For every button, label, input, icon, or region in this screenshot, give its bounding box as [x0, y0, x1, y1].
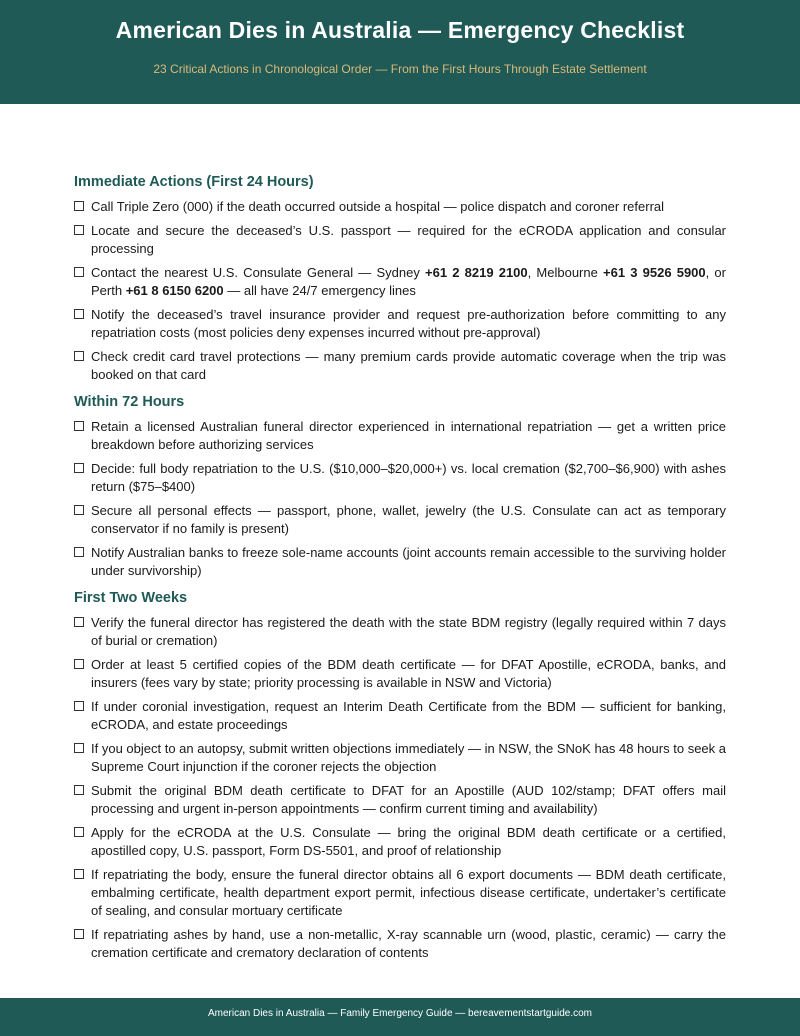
- item-text: Order at least 5 certified copies of the BDM death certificate — for DFAT Apostille, eCRODA, banks, and insurers (fees vary by state; priority processing is available in NSW and Victoria): [91, 657, 726, 690]
- checklist-item: [74, 460, 726, 496]
- checkbox-icon[interactable]: [74, 869, 84, 879]
- checklist-item: [74, 926, 726, 962]
- item-text: Verify the funeral director has registered the death with the state BDM registry (legally required within 7 days of burial or cremation): [91, 615, 726, 648]
- checkbox-icon[interactable]: [74, 785, 84, 795]
- checklist-item: [74, 544, 726, 580]
- checklist-section: [74, 393, 726, 580]
- checklist-item: [74, 198, 726, 216]
- checklist-content: [74, 173, 726, 971]
- phone-number: +61 8 6150 6200: [125, 283, 224, 298]
- checklist: [74, 418, 726, 580]
- checkbox-icon[interactable]: [74, 701, 84, 711]
- checklist-item: [74, 306, 726, 342]
- item-text: Submit the original BDM death certificate to DFAT for an Apostille (AUD 102/stamp; DFAT offers mail processing and urgent in-person appointments — confirm current timing and availability): [91, 783, 726, 816]
- checkbox-icon[interactable]: [74, 505, 84, 515]
- phone-number: +61 3 9526 5900: [603, 265, 706, 280]
- checklist-item: [74, 866, 726, 920]
- item-text: Notify the deceased’s travel insurance provider and request pre-authorization before committing to any repatriation costs (most policies deny expenses incurred without pre-approval): [91, 307, 726, 340]
- checklist-item: [74, 502, 726, 538]
- checklist: [74, 198, 726, 384]
- checklist-section: [74, 173, 726, 384]
- page-subtitle: 23 Critical Actions in Chronological Order — From the First Hours Through Estate Settlement: [153, 62, 647, 76]
- checklist: [74, 614, 726, 962]
- item-text: Secure all personal effects — passport, phone, wallet, jewelry (the U.S. Consulate can act as temporary conservator if no family is present): [91, 503, 726, 536]
- checklist-item: [74, 656, 726, 692]
- checkbox-icon[interactable]: [74, 743, 84, 753]
- checkbox-icon[interactable]: [74, 463, 84, 473]
- item-text: If repatriating ashes by hand, use a non-metallic, X-ray scannable urn (wood, plastic, ceramic) — carry the cremation certificate and crematory declaration of contents: [91, 927, 726, 960]
- page-header: [0, 0, 800, 104]
- item-text: , or Perth: [91, 265, 726, 298]
- checklist-section: [74, 589, 726, 962]
- section-title: Immediate Actions (First 24 Hours): [74, 174, 314, 190]
- checkbox-icon[interactable]: [74, 929, 84, 939]
- checkbox-icon[interactable]: [74, 225, 84, 235]
- item-text: , Melbourne: [527, 265, 604, 280]
- checklist-item: [74, 782, 726, 818]
- item-text: If you object to an autopsy, submit written objections immediately — in NSW, the SNoK has 48 hours to seek a Supreme Court injunction if the coroner rejects the objection: [91, 741, 726, 774]
- checkbox-icon[interactable]: [74, 351, 84, 361]
- item-text: Call Triple Zero (000) if the death occurred outside a hospital — police dispatch and coroner referral: [91, 199, 665, 214]
- checkbox-icon[interactable]: [74, 309, 84, 319]
- checklist-item: [74, 824, 726, 860]
- checklist-item: [74, 348, 726, 384]
- page-title: American Dies in Australia — Emergency Checklist: [115, 17, 685, 43]
- item-text: Check credit card travel protections — many premium cards provide automatic coverage when the trip was booked on that card: [91, 349, 726, 382]
- section-title: Within 72 Hours: [74, 394, 185, 410]
- item-text: Notify Australian banks to freeze sole-name accounts (joint accounts remain accessible to the surviving holder under survivorship): [91, 545, 726, 578]
- checkbox-icon[interactable]: [74, 201, 84, 211]
- section-title: First Two Weeks: [74, 590, 188, 606]
- checklist-item: [74, 264, 726, 300]
- checkbox-icon[interactable]: [74, 659, 84, 669]
- checklist-item: [74, 222, 726, 258]
- checklist-item: [74, 418, 726, 454]
- item-text: Apply for the eCRODA at the U.S. Consulate — bring the original BDM death certificate or a certified, apostilled copy, U.S. passport, Form DS-5501, and proof of relationship: [91, 825, 726, 858]
- item-text: If repatriating the body, ensure the funeral director obtains all 6 export documents — BDM death certificate, embalming certificate, health department export permit, infectious disease certificate, undertaker’s certificate of sealing, and consular mortuary certificate: [91, 867, 726, 918]
- checkbox-icon[interactable]: [74, 827, 84, 837]
- item-text: Decide: full body repatriation to the U.S. ($10,000–$20,000+) vs. local cremation ($2,700–$6,900) with ashes return ($75–$400): [91, 461, 726, 494]
- checklist-item: [74, 614, 726, 650]
- phone-number: +61 2 8219 2100: [425, 265, 528, 280]
- item-text: Contact the nearest U.S. Consulate General — Sydney: [91, 265, 426, 280]
- checkbox-icon[interactable]: [74, 617, 84, 627]
- checkbox-icon[interactable]: [74, 267, 84, 277]
- checkbox-icon[interactable]: [74, 547, 84, 557]
- checkbox-icon[interactable]: [74, 421, 84, 431]
- item-text: Locate and secure the deceased’s U.S. passport — required for the eCRODA application and consular processing: [91, 223, 726, 256]
- page-footer: American Dies in Australia — Family Emergency Guide — bereavementstartguide.com: [0, 998, 800, 1036]
- checklist-item: [74, 698, 726, 734]
- item-text: — all have 24/7 emergency lines: [223, 283, 416, 298]
- item-text: If under coronial investigation, request an Interim Death Certificate from the BDM — sufficient for banking, eCRODA, and estate proceedings: [91, 699, 726, 732]
- checklist-item: [74, 740, 726, 776]
- item-text: Retain a licensed Australian funeral director experienced in international repatriation — get a written price breakdown before authorizing services: [91, 419, 726, 452]
